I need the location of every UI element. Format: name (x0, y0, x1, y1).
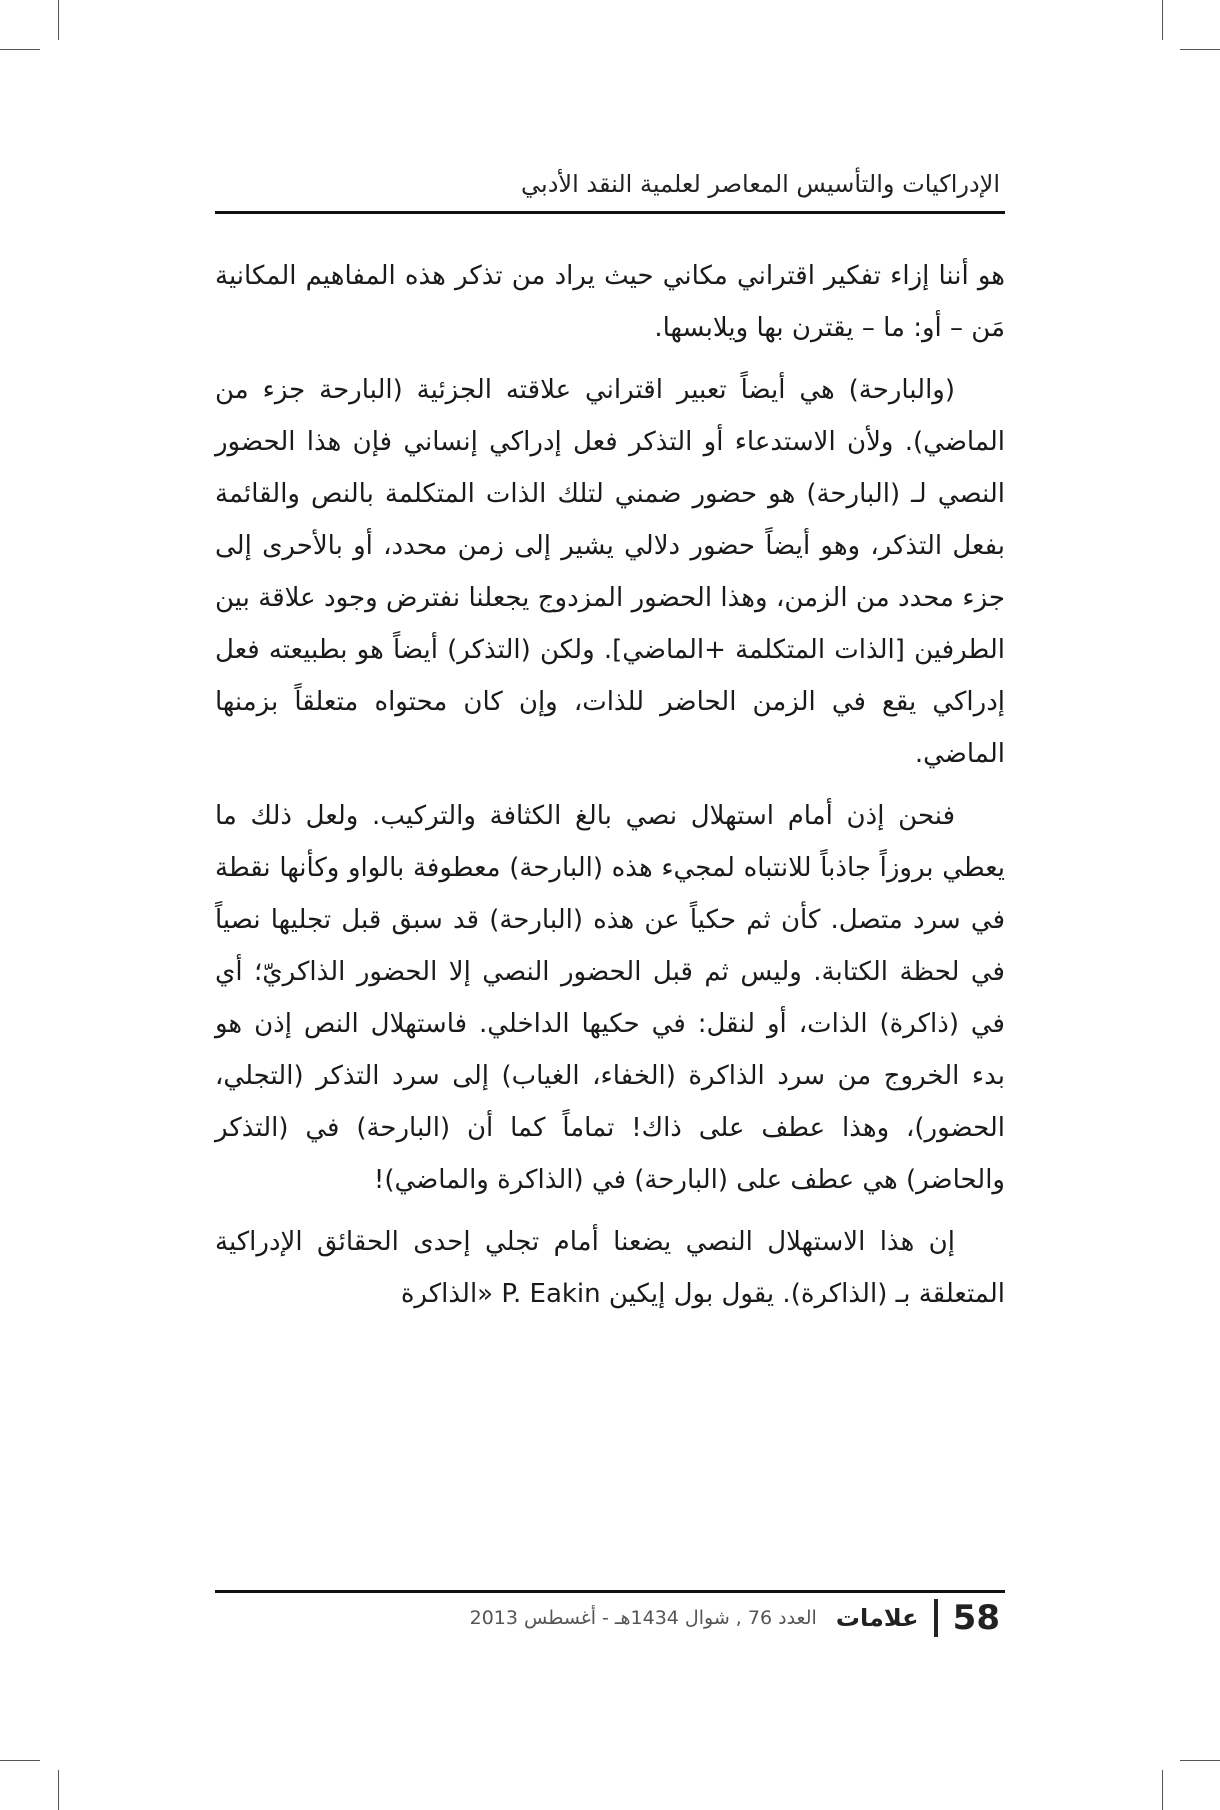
crop-mark-bottom-right (1180, 1760, 1220, 1761)
crop-mark-top-left (0, 49, 40, 50)
running-header-title: الإدراكيات والتأسيس المعاصر لعلمية النقد الأدبي (521, 170, 1000, 198)
footer-separator (934, 1599, 938, 1637)
footer-rule (215, 1590, 1005, 1593)
paragraph-albariha: (والبارحة) هي أيضاً تعبير اقتراني علاقته الجزئية (البارحة جزء من الماضي). ولأن الاستدعاء أو التذكر فعل إدراكي إنساني فإن هذا الحضور النصي لـ (البارحة) هو حضور ضمني لتلك الذات المتكلمة بالنص والقائمة بفعل التذكر، وهو أيضاً حضور دلالي يشير إلى زمن محدد، أو بالأحرى إلى جزء محدد من الزمن، وهذا الحضور المزدوج يجعلنا نفترض وجود علاقة بين الطرفين [الذات المتكلمة +الماضي]. ولكن (التذكر) أيضاً هو بطبيعته فعل إدراكي يقع في الزمن الحاضر للذات، وإن كان محتواه متعلقاً بزمنها الماضي. (215, 375, 1005, 769)
page-number: 58 (952, 1598, 1000, 1638)
article-body (215, 250, 1005, 1330)
paragraph-memory-fact: إن هذا الاستهلال النصي يضعنا أمام تجلي إحدى الحقائق الإدراكية المتعلقة بـ (الذاكرة). يقول بول إيكين P. Eakin «الذاكرة (215, 1227, 1005, 1309)
crop-mark-bottom-right-vertical (1162, 1770, 1163, 1810)
header-rule (215, 211, 1005, 214)
crop-mark-top-left-vertical (58, 0, 59, 40)
page-footer (300, 1598, 1000, 1642)
journal-logo: علامات (835, 1604, 919, 1632)
crop-mark-top-right (1180, 49, 1220, 50)
crop-mark-bottom-left-vertical (58, 1770, 59, 1810)
paragraph-continuation: هو أننا إزاء تفكير اقتراني مكاني حيث يراد من تذكر هذه المفاهيم المكانية مَن – أو: ما – يقترن بها ويلابسها. (215, 261, 1005, 343)
paragraph-textual-opening: فنحن إذن أمام استهلال نصي بالغ الكثافة والتركيب. ولعل ذلك ما يعطي بروزاً جاذباً للانتباه لمجيء هذه (البارحة) معطوفة بالواو وكأنها نقطة في سرد متصل. كأن ثم حكياً عن هذه (البارحة) قد سبق قبل تجليها نصياً في لحظة الكتابة. وليس ثم قبل الحضور النصي إلا الحضور الذاكريّ؛ أي في (ذاكرة) الذات، أو لنقل: في حكيها الداخلي. فاستهلال النص إذن هو بدء الخروج من سرد الذاكرة (الخفاء، الغياب) إلى سرد التذكر (التجلي، الحضور)، وهذا عطف على ذاك! تماماً كما أن (البارحة) في (التذكر والحاضر) هي عطف على (البارحة) في (الذاكرة والماضي)! (215, 801, 1005, 1195)
issue-info: العدد 76 , شوال 1434هـ - أغسطس 2013 (469, 1607, 817, 1629)
crop-mark-top-right-vertical (1162, 0, 1163, 40)
crop-mark-bottom-left (0, 1760, 40, 1761)
